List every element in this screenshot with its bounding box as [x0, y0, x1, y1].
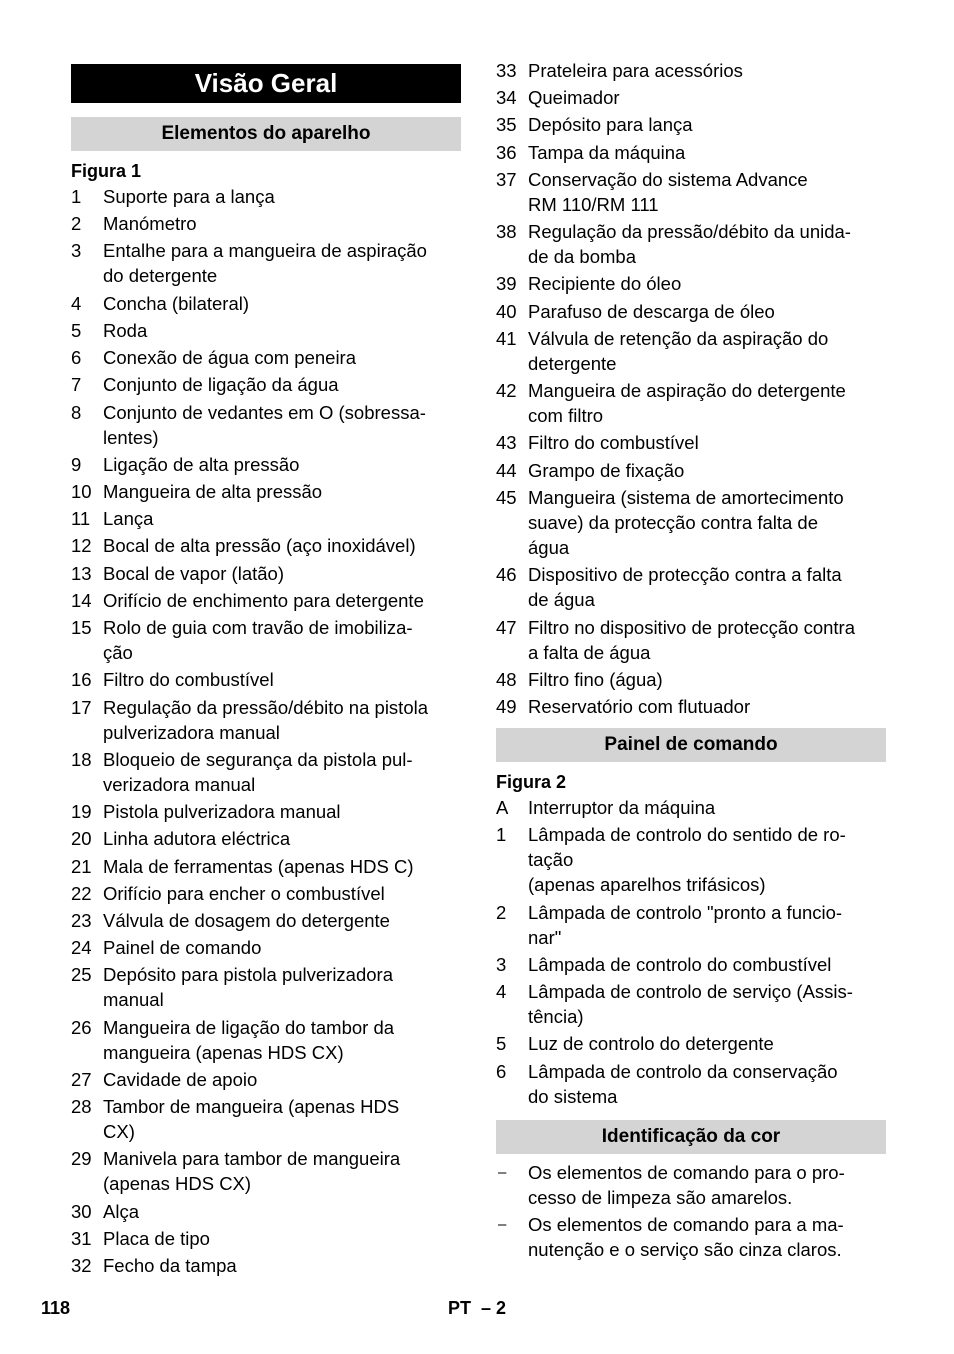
item-text: Alça	[103, 1200, 139, 1222]
item-number: –	[498, 1164, 507, 1181]
list-item	[71, 506, 463, 531]
list-item	[71, 452, 463, 477]
item-text: Conservação do sistema Advance RM 110/RM 111	[528, 168, 808, 215]
item-number: 49	[496, 696, 517, 717]
item-number: 3	[71, 240, 82, 262]
item-number: 44	[496, 459, 517, 481]
item-text: Roda	[103, 319, 148, 341]
item-number: 45	[496, 486, 517, 508]
page-number: 118	[41, 1298, 71, 1318]
list-item	[496, 167, 888, 217]
item-text: Linha adutora eléctrica	[103, 828, 291, 850]
item-text: Lâmpada de controlo do sentido de ro- tação (apenas aparelhos trifásicos)	[528, 824, 846, 896]
list-item	[496, 219, 888, 269]
item-text: Válvula de retenção da aspiração do detergente	[528, 327, 829, 374]
item-text: Suporte para a lança	[103, 186, 275, 207]
item-number: 40	[496, 300, 517, 322]
list-item	[71, 881, 463, 906]
item-text: Orifício para encher o combustível	[103, 882, 385, 904]
item-number: 1	[496, 824, 507, 846]
item-text: Queimador	[528, 87, 620, 109]
item-text: Tambor de mangueira (apenas HDS CX)	[103, 1096, 400, 1143]
list-item	[496, 378, 888, 428]
item-number: 8	[71, 401, 82, 423]
item-number: 24	[71, 937, 92, 959]
item-number: 1	[71, 186, 82, 207]
item-text: Parafuso de descarga de óleo	[528, 300, 775, 322]
list-item	[496, 667, 888, 692]
list-item	[496, 562, 888, 612]
list-item	[71, 588, 463, 613]
item-number: 35	[496, 114, 517, 136]
list-item	[71, 1226, 463, 1251]
item-text: Mangueira (sistema de amortecimento suave) da protecção contra falta de água	[528, 486, 844, 558]
list-item	[496, 979, 888, 1029]
list-item	[71, 747, 463, 797]
item-text: Filtro do combustível	[528, 432, 699, 454]
item-number: 43	[496, 432, 517, 454]
item-text: Mala de ferramentas (apenas HDS C)	[103, 855, 414, 877]
item-number: 18	[71, 748, 92, 770]
item-text: Recipiente do óleo	[528, 273, 682, 295]
item-text: Filtro do combustível	[103, 669, 274, 691]
item-number: 46	[496, 564, 517, 586]
item-number: 37	[496, 168, 517, 190]
list-item	[496, 112, 888, 137]
item-number: 6	[71, 347, 82, 369]
item-text: Mangueira de ligação do tambor da mangueira (apenas HDS CX)	[103, 1016, 395, 1063]
list-item	[496, 140, 888, 165]
list-item	[496, 694, 888, 719]
section-heading-panel: Painel de comando	[496, 728, 886, 762]
item-text: Grampo de fixação	[528, 459, 685, 481]
item-text: Concha (bilateral)	[103, 292, 250, 314]
list-item	[71, 318, 463, 343]
item-number: 5	[71, 319, 82, 341]
figure-label-1: Figura 1	[71, 161, 142, 181]
list-item	[496, 430, 888, 455]
item-number: A	[496, 797, 509, 818]
list-item	[71, 1094, 463, 1144]
item-text: Bloqueio de segurança da pistola pul- verizadora manual	[103, 748, 413, 795]
item-number: 15	[71, 617, 92, 638]
list-item	[496, 1212, 888, 1262]
list-item	[71, 400, 463, 450]
list-item	[71, 1253, 463, 1278]
list-item	[496, 458, 888, 483]
item-text: Cavidade de apoio	[103, 1068, 258, 1090]
list-item	[71, 1199, 463, 1224]
item-number: 9	[71, 453, 82, 475]
item-text: Bocal de vapor (latão)	[103, 562, 284, 584]
item-text: Bocal de alta pressão (aço inoxidável)	[103, 535, 416, 557]
list-item	[71, 533, 463, 558]
list-item	[71, 291, 463, 316]
item-text: Válvula de dosagem do detergente	[103, 909, 390, 931]
item-number: 21	[71, 855, 92, 877]
list-item	[71, 667, 463, 692]
list-item	[71, 962, 463, 1012]
list-item	[71, 238, 463, 288]
list-item	[71, 1015, 463, 1065]
item-number: 41	[496, 327, 517, 349]
list-item	[496, 1031, 888, 1056]
item-text: Os elementos de comando para o pro- cesso de limpeza são amarelos.	[528, 1162, 845, 1208]
item-number: 5	[496, 1033, 507, 1055]
list-item	[71, 479, 463, 504]
list-item	[71, 345, 463, 370]
item-number: 25	[71, 964, 92, 986]
item-number: 2	[71, 213, 82, 235]
list-item	[71, 372, 463, 397]
item-number: –	[498, 1216, 507, 1234]
item-number: 12	[71, 535, 92, 557]
list-item	[71, 695, 463, 745]
item-text: Conjunto de ligação da água	[103, 374, 339, 396]
item-number: 22	[71, 882, 92, 904]
list-item	[496, 795, 888, 820]
list-item	[71, 799, 463, 824]
item-text: Interruptor da máquina	[528, 797, 716, 818]
list-item	[496, 615, 888, 665]
item-text: Manómetro	[103, 213, 197, 235]
item-text: Entalhe para a mangueira de aspiração do detergente	[103, 240, 427, 287]
list-item	[496, 1059, 888, 1109]
list-item	[496, 299, 888, 324]
list-item	[71, 211, 463, 236]
list-item	[71, 1067, 463, 1092]
item-text: Os elementos de comando para a ma- nutenção e o serviço são cinza claros.	[528, 1214, 844, 1261]
item-number: 28	[71, 1096, 92, 1118]
item-number: 27	[71, 1068, 92, 1090]
item-text: Regulação da pressão/débito da unida- de da bomba	[528, 221, 851, 268]
item-number: 36	[496, 141, 517, 163]
item-text: Lâmpada de controlo de serviço (Assis- tência)	[528, 981, 853, 1028]
item-text: Conexão de água com peneira	[103, 347, 357, 369]
list-item	[71, 184, 463, 209]
item-text: Luz de controlo do detergente	[528, 1033, 774, 1055]
item-text: Manivela para tambor de mangueira (apenas HDS CX)	[103, 1148, 401, 1195]
item-text: Rolo de guia com travão de imobiliza- ção	[103, 617, 413, 663]
item-number: 31	[71, 1227, 92, 1249]
item-number: 4	[496, 981, 507, 1003]
item-number: 13	[71, 562, 92, 584]
list-item	[71, 854, 463, 879]
section-heading-color: Identificação da cor	[496, 1120, 886, 1154]
list-item	[496, 58, 888, 83]
item-number: 11	[71, 508, 91, 530]
item-number: 47	[496, 616, 517, 638]
item-number: 32	[71, 1255, 92, 1277]
item-text: Mangueira de aspiração do detergente com filtro	[528, 380, 846, 427]
list-item	[71, 908, 463, 933]
item-number: 38	[496, 221, 517, 243]
list-item	[496, 1160, 888, 1210]
item-text: Conjunto de vedantes em O (sobressa- lentes)	[103, 401, 426, 448]
list-item	[496, 271, 888, 296]
item-text: Placa de tipo	[103, 1227, 210, 1249]
item-number: 39	[496, 273, 517, 295]
page-title: Visão Geral	[71, 64, 461, 103]
list-item	[496, 822, 888, 897]
item-number: 3	[496, 953, 507, 975]
list-item	[496, 326, 888, 376]
item-number: 42	[496, 380, 517, 402]
item-text: Lança	[103, 508, 154, 530]
list-item	[71, 561, 463, 586]
item-number: 16	[71, 669, 92, 691]
item-number: 6	[496, 1060, 507, 1082]
item-text: Lâmpada de controlo da conservação do sistema	[528, 1060, 838, 1107]
item-number: 29	[71, 1148, 92, 1170]
item-text: Filtro fino (água)	[528, 668, 663, 690]
item-number: 19	[71, 801, 92, 823]
item-text: Pistola pulverizadora manual	[103, 801, 341, 823]
list-item	[71, 826, 463, 851]
item-number: 7	[71, 374, 82, 396]
list-item	[496, 900, 888, 950]
item-number: 14	[71, 589, 92, 611]
item-number: 33	[496, 60, 517, 81]
item-number: 26	[71, 1016, 92, 1038]
item-number: 10	[71, 481, 92, 502]
list-item	[496, 85, 888, 110]
item-text: Lâmpada de controlo "pronto a funcio- nar"	[528, 901, 843, 948]
item-text: Lâmpada de controlo do combustível	[528, 953, 832, 975]
item-number: 4	[71, 292, 82, 314]
section-heading-elements: Elementos do aparelho	[71, 117, 461, 151]
item-number: 20	[71, 828, 92, 850]
list-item	[496, 952, 888, 977]
list-item	[496, 485, 888, 560]
item-text: Orifício de enchimento para detergente	[103, 589, 424, 611]
item-number: 23	[71, 909, 92, 931]
item-text: Reservatório com flutuador	[528, 696, 751, 717]
language-page-label: PT – 2	[448, 1298, 507, 1318]
item-text: Filtro no dispositivo de protecção contra a falta de água	[528, 616, 856, 663]
item-text: Tampa da máquina	[528, 141, 686, 163]
item-text: Fecho da tampa	[103, 1255, 237, 1277]
item-number: 2	[496, 901, 507, 923]
item-text: Painel de comando	[103, 937, 262, 959]
item-number: 48	[496, 668, 517, 690]
list-item	[71, 615, 463, 665]
item-text: Dispositivo de protecção contra a falta de água	[528, 564, 842, 611]
item-text: Regulação da pressão/débito na pistola pulverizadora manual	[103, 696, 429, 743]
item-text: Ligação de alta pressão	[103, 453, 300, 475]
item-text: Mangueira de alta pressão	[103, 481, 323, 502]
item-text: Prateleira para acessórios	[528, 60, 743, 81]
list-item	[71, 1146, 463, 1196]
list-item	[71, 935, 463, 960]
item-text: Depósito para pistola pulverizadora manual	[103, 964, 394, 1011]
item-number: 17	[71, 696, 92, 718]
item-number: 30	[71, 1200, 92, 1222]
item-number: 34	[496, 87, 517, 109]
figure-label-2: Figura 2	[496, 772, 567, 792]
item-text: Depósito para lança	[528, 114, 693, 136]
